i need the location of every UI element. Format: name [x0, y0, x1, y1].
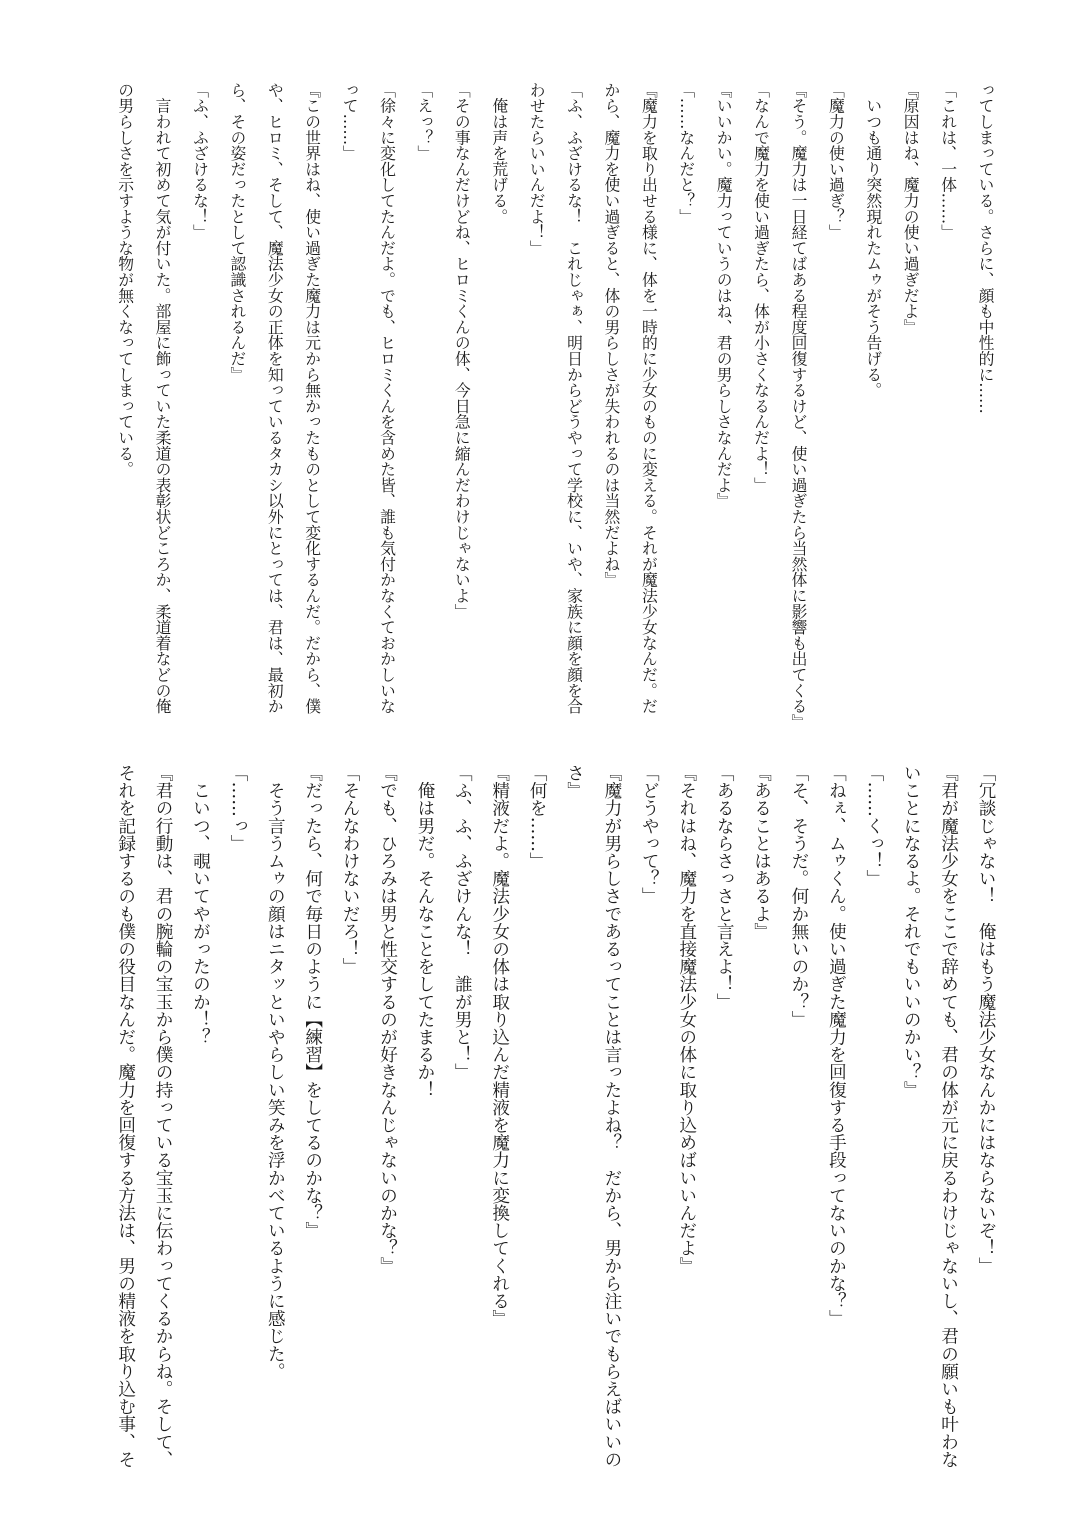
text-line: 『この世界はね、使い過ぎた魔力は元から無かったものとして変化するんだ。だから、僕: [302, 82, 322, 714]
text-line: 俺は男だ。そんなことをしてたまるか！: [414, 764, 435, 1099]
text-line: 「なんで魔力を使い過ぎたら、体が小さくなるんだよ！」: [751, 82, 771, 493]
text-line: 『魔力が男らしさであるってことは言ったよね？ だから、男から注いでもらえばいいの: [601, 764, 622, 1468]
text-line: 『精液だよ。魔法少女の体は取り込んだ精液を魔力に変換してくれる』: [489, 764, 510, 1328]
text-line: 「何を……」: [527, 764, 548, 870]
text-line: 「あるならさっさと言えよ！」: [714, 764, 735, 1011]
text-line: 「徐々に変化してたんだよ。でも、ヒロミくんを含めた皆、誰も気付かなくておかしいな: [377, 82, 397, 714]
text-line: から、魔力を使い過ぎると、体の男らしさが失われるのは当然だよね』: [601, 82, 621, 588]
text-line: って……」: [340, 82, 360, 161]
text-line: わせたらいいんだよ！」: [527, 82, 547, 256]
text-line: 『いいかい。魔力っていうのはね、君の男らしさなんだよ』: [714, 82, 734, 509]
text-line: 「ふ、ふざけるな！ これじゃぁ、明日からどうやって学校に、いや、家族に顔を顔を合: [564, 82, 584, 714]
text-line: 「ねぇ、ムゥくん。使い過ぎた魔力を回復する手段ってないのかな？」: [826, 764, 847, 1328]
text-line: や、ヒロミ、そして、魔法少女の正体を知っているタカシ以外にとっては、君は、最初か: [265, 82, 285, 714]
text-line: 「……っ」: [227, 764, 248, 852]
text-line: いことになるよ。それでもいいのかい？』: [901, 764, 922, 1099]
text-line: 『そう。魔力は一日経てばある程度回復するけど、使い過ぎたら当然体に影響も出てくる』: [788, 82, 808, 730]
text-line: こいつ、覗いてやがったのか！？: [190, 764, 211, 1046]
text-line: 「ふ、ふざけるな！」: [190, 82, 210, 240]
text-line: 俺は声を荒げる。: [489, 82, 509, 225]
text-line: 『君が魔法少女をここで辞めても、君の体が元に戻るわけじゃないし、君の願いも叶わな: [938, 764, 959, 1468]
text-line: 「冗談じゃない！ 俺はもう魔法少女なんかにはならないぞ！」: [976, 764, 996, 1275]
text-line: 「どうやって？」: [639, 764, 660, 905]
text-line: 「そ、そうだ。何か無いのか？」: [788, 764, 809, 1028]
text-line: 「その事なんだけどね、ヒロミくんの体、今日急に縮んだわけじゃないよ」: [452, 82, 472, 620]
text-line: ってしまっている。さらに、顔も中性的に……: [976, 82, 995, 414]
text-line: ら、その姿だったとして認識されるんだ』: [227, 82, 247, 383]
text-line: さ』: [564, 764, 585, 800]
text-line: 『君の行動は、君の腕輪の宝玉から僕の持っている宝玉に伝わってくるからね。そして、: [153, 764, 174, 1468]
text-line: 「ふ、ふ、ふざけんな！ 誰が男と！」: [452, 764, 473, 1081]
text-line: 「魔力の使い過ぎ？」: [826, 82, 846, 240]
text-line: 「……くっ！」: [863, 764, 884, 888]
text-line: 「えっ？」: [414, 82, 434, 161]
text-line: の男らしさを示すような物が無くなってしまっている。: [115, 82, 135, 477]
text-line: 『原因はね、魔力の使い過ぎだよ』: [901, 82, 921, 335]
text-line: 「これは、一体……」: [938, 82, 958, 240]
text-line: 『でも、ひろみは男と性交するのが好きなんじゃないのかな？』: [377, 764, 398, 1275]
text-line: 『それはね、魔力を直接魔法少女の体に取り込めばいいんだよ』: [676, 764, 697, 1275]
text-line: 「……なんだと？」: [676, 82, 696, 225]
text-line: 『魔力を取り出せる様に、体を一時的に少女のものに変える。それが魔法少女なんだ。だ: [639, 82, 659, 714]
text-line: それを記録するのも僕の役目なんだ。魔力を回復する方法は、男の精液を取り込む事、そ: [115, 764, 136, 1468]
text-line: いつも通り突然現れたムゥがそう告げる。: [863, 82, 883, 398]
text-line: 『だったら、何で毎日のように【練習】をしてるのかな？』: [302, 764, 323, 1240]
text-line: 『あることはあるよ』: [751, 764, 772, 940]
text-block-bottom: [106, 764, 1004, 1476]
text-line: 言われて初めて気が付いた。部屋に飾っていた柔道の表彰状どころか、柔道着などの俺: [153, 82, 173, 714]
text-line: 「そんなわけないだろ！」: [340, 764, 361, 976]
text-block-top: [106, 82, 1004, 730]
text-line: そう言うムゥの顔はニタッといやらしい笑みを浮かべているように感じた。: [265, 764, 286, 1380]
